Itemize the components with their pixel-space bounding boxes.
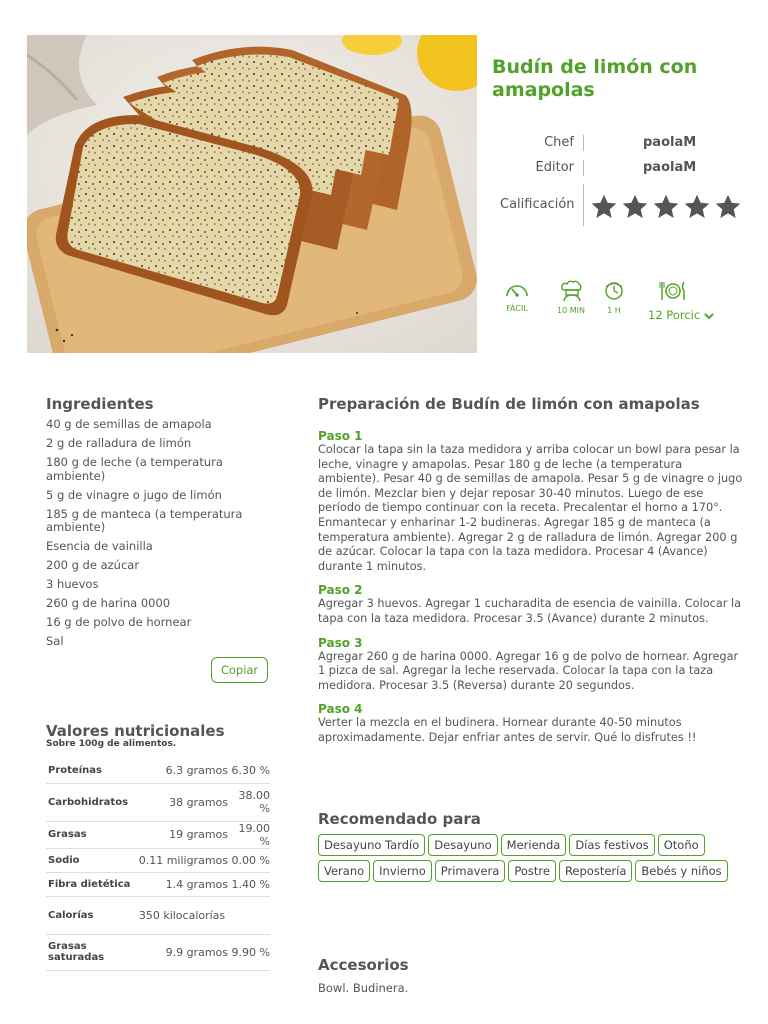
nutrient-amount: 0.11 miligramos bbox=[136, 848, 230, 872]
preparation-title: Preparación de Budín de limón con amapolas bbox=[318, 395, 700, 413]
editor-name[interactable]: paolaM bbox=[643, 160, 697, 175]
chef-name[interactable]: paolaM bbox=[643, 135, 697, 150]
nutrient-name: Grasas bbox=[46, 821, 136, 848]
prep-time-label: 10 MIN bbox=[557, 306, 585, 315]
ingredient-item: 180 g de leche (a temperatura ambiente) bbox=[46, 455, 223, 483]
nutrient-name: Calorías bbox=[46, 896, 136, 934]
prep-time-info bbox=[554, 280, 588, 316]
table-row bbox=[46, 872, 270, 896]
table-row bbox=[46, 934, 270, 970]
table-row bbox=[46, 821, 270, 848]
tag-chip[interactable]: Desayuno Tardío bbox=[318, 834, 425, 856]
nutrient-percent: 38.00 % bbox=[230, 783, 270, 821]
step-text: Verter la mezcla en el budinera. Hornear durante 40-50 minutos aproximadamente. Dejar enfriar antes de servir. Qué lo disfrutes !! bbox=[318, 716, 697, 744]
portions-info bbox=[658, 280, 688, 306]
step-text: Colocar la tapa sin la taza medidora y arriba colocar un bowl para pesar la leche, vinagre y amapolas. Pesar 180 g de leche (a temperatura ambiente). Pesar 40 g de semillas de amapola. Pesar 5 g de vinagre o jugo de limón. Mezclar bien y dejar reposar 30-40 minutos. Luego de ese período de tiempo continuar con la receta. Precalentar el horno a 170°. Enmantecar y enharinar 1-2 budineras. Agregar 185 g de manteca (a temperatura ambiente). Agregar 2 g de ralladura de limón. Agregar 200 g de azúcar. Colocar la tapa con la taza medidora. Procesar 4 (Avance) durante 1 minutos. bbox=[318, 443, 743, 573]
nutrient-name: Proteínas bbox=[46, 758, 136, 783]
step-title: Paso 4 bbox=[318, 702, 363, 717]
table-row bbox=[46, 848, 270, 872]
total-time-label: 1 H bbox=[607, 306, 621, 315]
tag-chip[interactable]: Verano bbox=[318, 860, 370, 882]
accessories-title: Accesorios bbox=[318, 956, 409, 974]
nutrient-percent: 1.40 % bbox=[230, 872, 270, 896]
star-icon[interactable] bbox=[714, 193, 742, 221]
nutrition-title: Valores nutricionales bbox=[46, 722, 225, 740]
step-text: Agregar 3 huevos. Agregar 1 cucharadita de esencia de vainilla. Colocar la tapa con la taza medidora. Procesar 3.5 (Avance) durante 2 minutos. bbox=[318, 597, 742, 625]
recommended-tags bbox=[318, 834, 738, 882]
clock-icon bbox=[602, 280, 626, 302]
editor-label: Editor bbox=[535, 160, 574, 175]
nutrient-percent bbox=[230, 896, 270, 934]
nutrient-percent: 19.00 % bbox=[230, 821, 270, 848]
ingredient-item: 260 g de harina 0000 bbox=[46, 596, 171, 610]
tag-chip[interactable]: Invierno bbox=[373, 860, 432, 882]
star-icon[interactable] bbox=[652, 193, 680, 221]
nutrient-amount: 19 gramos bbox=[136, 821, 230, 848]
ingredient-item: 3 huevos bbox=[46, 577, 99, 591]
table-row bbox=[46, 758, 270, 783]
step-title: Paso 2 bbox=[318, 583, 363, 598]
meta-divider bbox=[583, 135, 584, 151]
chef-hat-icon bbox=[559, 280, 583, 302]
ingredient-item: 40 g de semillas de amapola bbox=[46, 417, 212, 431]
ingredient-item: 5 g de vinagre o jugo de limón bbox=[46, 487, 222, 502]
ingredient-item: 185 g de manteca (a temperatura ambiente) bbox=[46, 506, 243, 534]
step bbox=[318, 429, 746, 574]
nutrient-amount: 6.3 gramos bbox=[136, 758, 230, 783]
star-icon[interactable] bbox=[590, 193, 618, 221]
ingredient-item: 2 g de ralladura de limón bbox=[46, 436, 192, 450]
meta-divider bbox=[583, 160, 584, 176]
meta-divider bbox=[583, 184, 584, 226]
ingredient-item: Esencia de vainilla bbox=[46, 539, 153, 553]
portions-value: 12 Porcic bbox=[648, 308, 701, 322]
step bbox=[318, 702, 746, 745]
step-title: Paso 1 bbox=[318, 429, 363, 443]
step-title: Paso 3 bbox=[318, 635, 363, 650]
recipe-photo bbox=[27, 35, 477, 353]
tag-chip[interactable]: Postre bbox=[508, 860, 556, 882]
star-icon[interactable] bbox=[621, 193, 649, 221]
ingredient-item: Sal bbox=[46, 634, 64, 648]
tag-chip[interactable]: Otoño bbox=[658, 834, 705, 856]
nutrient-percent: 0.00 % bbox=[230, 848, 270, 872]
nutrient-amount: 350 kilocalorías bbox=[136, 896, 230, 934]
tag-chip[interactable]: Repostería bbox=[559, 860, 632, 882]
step-text: Agregar 260 g de harina 0000. Agregar 16 g de polvo de hornear. Agregar 1 pizca de sal. Agregar la leche reservada. Colocar la tapa con la taza medidora. Procesar 3.5 (Reversa) durante 20 segundos. bbox=[318, 649, 739, 692]
copy-ingredients-button[interactable]: Copiar bbox=[211, 657, 268, 683]
chef-label: Chef bbox=[544, 135, 574, 150]
ingredient-item: 200 g de azúcar bbox=[46, 558, 140, 572]
nutrient-percent: 6.30 % bbox=[230, 758, 270, 783]
preparation-steps bbox=[318, 429, 746, 755]
tag-chip[interactable]: Primavera bbox=[435, 860, 506, 882]
star-icon[interactable] bbox=[683, 193, 711, 221]
nutrient-amount: 38 gramos bbox=[136, 783, 230, 821]
tag-chip[interactable]: Desayuno bbox=[428, 834, 497, 856]
nutrient-name: Fibra dietética bbox=[46, 872, 136, 896]
nutrition-table bbox=[46, 758, 270, 971]
step bbox=[318, 583, 746, 626]
plate-cutlery-icon bbox=[659, 280, 687, 302]
difficulty-label: FÁCIL bbox=[506, 304, 528, 313]
nutrient-name: Grasas saturadas bbox=[46, 934, 136, 970]
difficulty-gauge-icon bbox=[504, 280, 530, 300]
ingredients-list bbox=[46, 418, 266, 654]
nutrient-percent: 9.90 % bbox=[230, 934, 270, 970]
chevron-down-icon bbox=[704, 312, 714, 320]
nutrient-name: Carbohidratos bbox=[46, 783, 136, 821]
rating-label: Calificación bbox=[500, 197, 575, 212]
recommended-title: Recomendado para bbox=[318, 810, 481, 828]
ingredient-item: 16 g de polvo de hornear bbox=[46, 615, 192, 629]
table-row bbox=[46, 783, 270, 821]
nutrient-name: Sodio bbox=[46, 848, 136, 872]
nutrient-amount: 9.9 gramos bbox=[136, 934, 230, 970]
rating-stars[interactable] bbox=[590, 193, 742, 225]
tag-chip[interactable]: Días festivos bbox=[569, 834, 654, 856]
step bbox=[318, 636, 746, 694]
total-time-info bbox=[600, 280, 628, 316]
ingredients-title: Ingredientes bbox=[46, 395, 154, 413]
tag-chip[interactable]: Bebés y niños bbox=[635, 860, 727, 882]
nutrient-amount: 1.4 gramos bbox=[136, 872, 230, 896]
tag-chip[interactable]: Merienda bbox=[501, 834, 567, 856]
portions-select[interactable] bbox=[648, 308, 714, 322]
difficulty-info bbox=[500, 280, 534, 314]
table-row bbox=[46, 896, 270, 934]
recipe-title: Budín de limón con amapolas bbox=[492, 56, 698, 101]
accessories-text: Bowl. Budinera. bbox=[318, 981, 409, 995]
nutrition-subtitle: Sobre 100g de alimentos. bbox=[46, 739, 177, 749]
